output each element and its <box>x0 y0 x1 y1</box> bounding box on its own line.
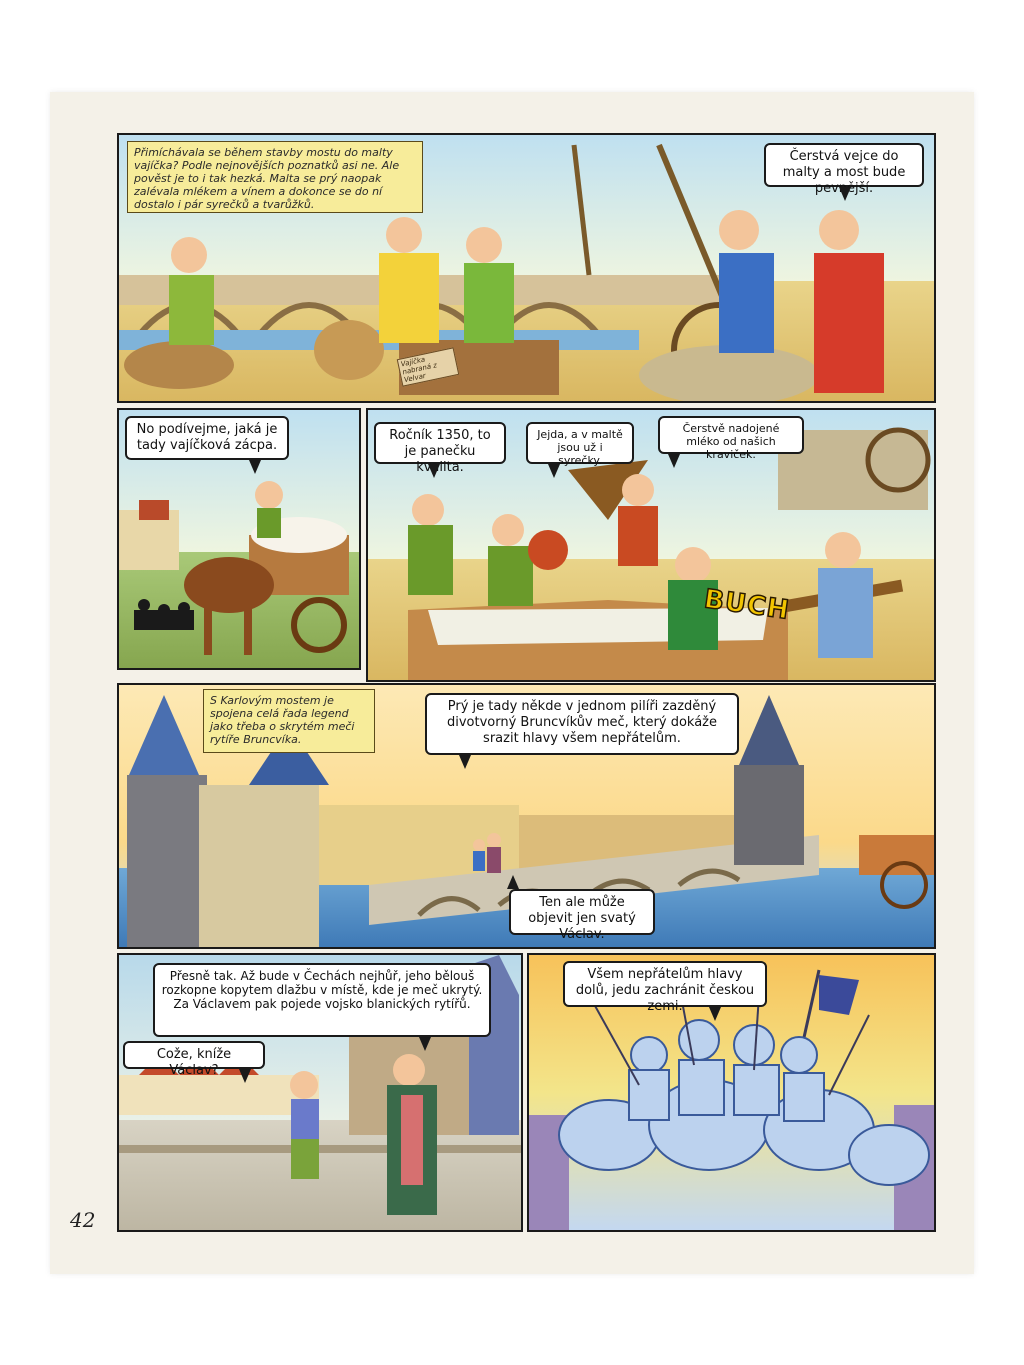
page-number: 42 <box>70 1208 96 1232</box>
speech-bubble-tail <box>668 454 680 468</box>
narration-caption: Přimíchávala se během stavby mostu do malty vajíčka? Podle nejnovějších poznatků asi ne. Ale pověst je to i tak hezká. Malta se prý naopak zalévala mlékem a vínem a dokonce se do ní dostalo i pár syrečků a tvarůžků. <box>127 141 423 213</box>
speech-bubble-tail <box>459 755 471 769</box>
speech-bubble-saint-wenceslas: Ten ale může objevit jen svatý Václav. <box>509 889 655 935</box>
speech-bubble-surprised-worker: Jejda, a v maltě jsou už i syrečky. <box>526 422 634 464</box>
speech-bubble-boy: Cože, kníže Václav? <box>123 1041 265 1069</box>
speech-bubble-old-man: Přesně tak. Až bude v Čechách nejhůř, jeho bělouš rozkopne kopytem dlažbu v místě, kde je meč ukrytý. Za Václavem pak pojede vojsko blanických rytířů. <box>153 963 491 1037</box>
sound-effect-buch: BUCH <box>702 584 792 626</box>
speech-bubble-saint-wenceslas: Všem nepřátelům hlavy dolů, jedu zachránit českou zemi. <box>563 961 767 1007</box>
panel-mortar-pit <box>366 408 936 682</box>
panel-egg-mortar <box>117 133 936 403</box>
narration-caption: S Karlovým mostem je spojena celá řada legend jako třeba o skrytém meči rytíře Bruncvíka. <box>203 689 375 753</box>
speech-bubble-milk-carrier: Čerstvě nadojené mléko od našich kraviček. <box>658 416 804 454</box>
speech-bubble-tail <box>419 1037 431 1051</box>
panel-old-man-tale <box>117 953 523 1232</box>
egg-crate-sign: Vajíčka nabraná z Velvar <box>397 347 460 386</box>
speech-bubble-tail <box>428 464 440 478</box>
speech-bubble-tail <box>249 460 261 474</box>
speech-bubble-tail <box>239 1069 251 1083</box>
speech-bubble-tail <box>548 464 560 478</box>
speech-bubble-tail <box>709 1007 721 1021</box>
speech-bubble-bridge-builder: Čerstvá vejce do malty a most bude pevnější. <box>764 143 924 187</box>
speech-bubble-tail <box>507 875 519 889</box>
speech-bubble-cart-driver: No podívejme, jaká je tady vajíčková zácpa. <box>125 416 289 460</box>
speech-bubble-bridge-legend: Prý je tady někde v jednom pilíři zazděný divotvorný Bruncvíkův meč, který dokáže srazit hlavy všem nepřátelům. <box>425 693 739 755</box>
speech-bubble-wine-worker: Ročník 1350, to je panečku kvalita. <box>374 422 506 464</box>
speech-bubble-tail <box>839 187 851 201</box>
panel-blanik-knights <box>527 953 936 1232</box>
panel-charles-bridge-legend <box>117 683 936 949</box>
panel-egg-cart <box>117 408 361 670</box>
